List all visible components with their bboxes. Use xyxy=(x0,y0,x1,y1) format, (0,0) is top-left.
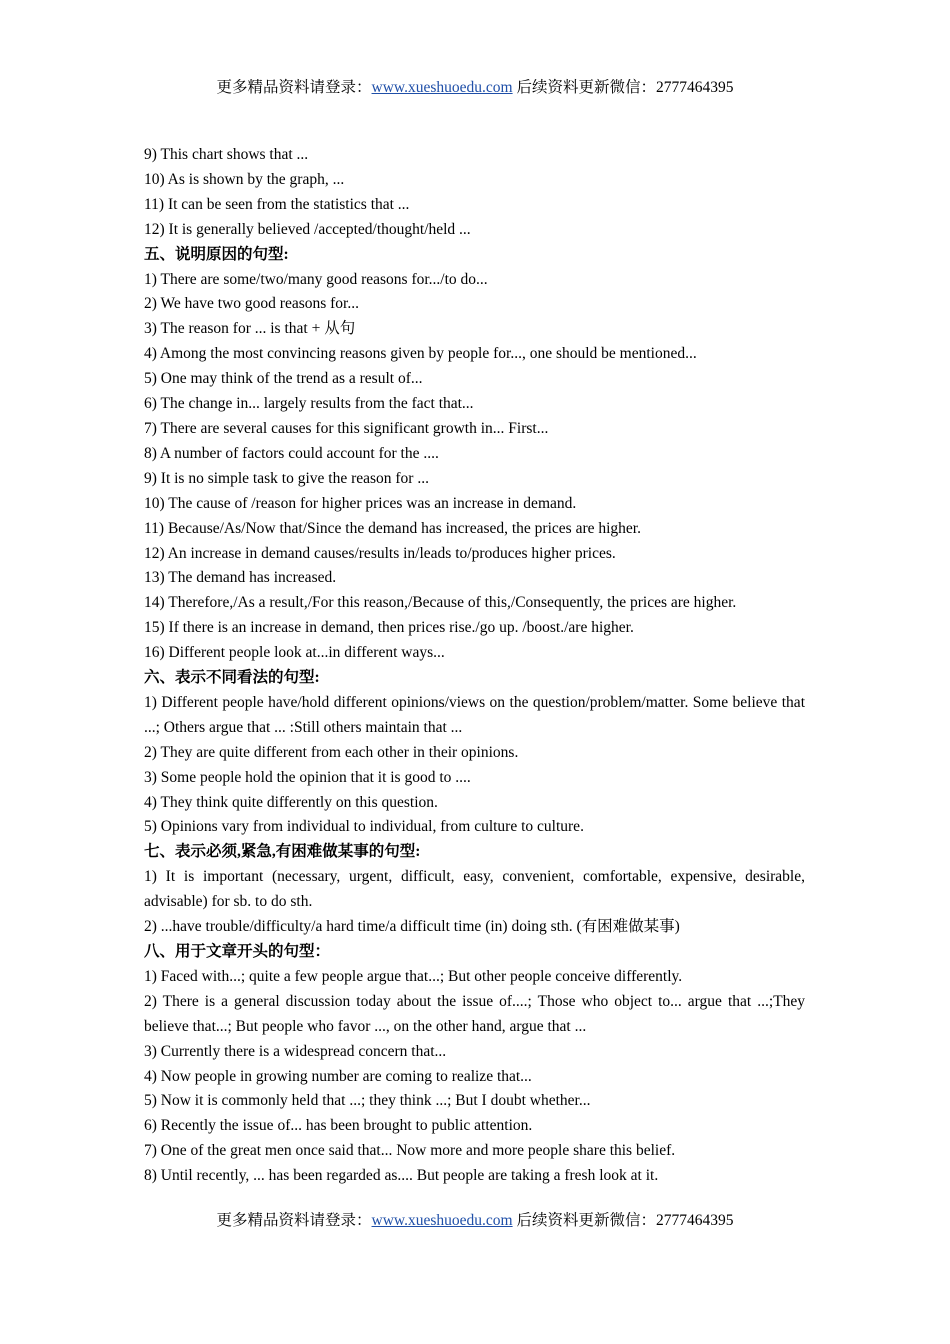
list-item: 14) Therefore,/As a result,/For this reason,/Because of this,/Consequently, the prices are higher. xyxy=(144,594,737,612)
list-item: 1) It is important (necessary, urgent, difficult, easy, convenient, comfortable, expensive, desirable, advisable) for sb. to do sth. xyxy=(144,868,805,911)
document-body xyxy=(144,143,805,1189)
list-item: 4) They think quite differently on this question. xyxy=(144,793,438,811)
section-heading: 五、说明原因的句型: xyxy=(144,245,289,263)
list-item: 9) This chart shows that ... xyxy=(144,146,309,163)
list-item: 8) Until recently, ... has been regarded as.... But people are taking a fresh look at it. xyxy=(144,1167,659,1185)
list-item: 2) We have two good reasons for... xyxy=(144,295,359,313)
section-heading: 七、表示必须,紧急,有困难做某事的句型: xyxy=(144,843,421,861)
list-item: 11) Because/As/Now that/Since the demand has increased, the prices are higher. xyxy=(144,519,641,537)
footer-link[interactable]: www.xueshuoedu.com xyxy=(371,1212,513,1229)
footer-prefix: 更多精品资料请登录： xyxy=(216,1212,372,1229)
list-item: 7) One of the great men once said that... Now more and more people share this belief. xyxy=(144,1142,676,1160)
list-item: 3) Some people hold the opinion that it is good to .... xyxy=(144,768,471,786)
list-item: 1) Faced with...; quite a few people argue that...; But other people conceive differently. xyxy=(144,967,683,985)
header-link[interactable]: www.xueshuoedu.com xyxy=(371,79,513,96)
list-item: 3) The reason for ... is that + 从句 xyxy=(144,320,356,338)
list-item: 7) There are several causes for this significant growth in... First... xyxy=(144,419,549,437)
list-item: 5) Opinions vary from individual to individual, from culture to culture. xyxy=(144,818,584,836)
list-item: 2) ...have trouble/difficulty/a hard time/a difficult time (in) doing sth. (有困难做某事) xyxy=(144,918,680,936)
header-prefix: 更多精品资料请登录： xyxy=(216,79,372,96)
list-item: 1) Different people have/hold different opinions/views on the question/problem/matter. Some believe that ...; Others argue that ... :Still others maintain that ... xyxy=(144,693,805,736)
section-heading: 六、表示不同看法的句型: xyxy=(144,669,320,687)
list-item: 2) There is a general discussion today about the issue of....; Those who object to... argue that ...;They believe that...; But people who favor ..., on the other hand, argue that ... xyxy=(144,992,805,1035)
list-item: 15) If there is an increase in demand, then prices rise./go up. /boost./are higher. xyxy=(144,619,634,637)
list-item: 5) One may think of the trend as a result of... xyxy=(144,370,423,388)
header-suffix: 后续资料更新微信：2777464395 xyxy=(512,79,734,96)
list-item: 16) Different people look at...in different ways... xyxy=(144,644,445,662)
list-item: 11) It can be seen from the statistics that ... xyxy=(144,195,410,213)
list-item: 6) Recently the issue of... has been brought to public attention. xyxy=(144,1117,533,1135)
list-item: 4) Among the most convincing reasons given by people for..., one should be mentioned... xyxy=(144,345,697,363)
list-item: 10) The cause of /reason for higher prices was an increase in demand. xyxy=(144,494,577,512)
section-heading: 八、用于文章开头的句型： xyxy=(144,943,331,960)
list-item: 10) As is shown by the graph, ... xyxy=(144,170,345,188)
list-item: 8) A number of factors could account for the .... xyxy=(144,444,439,462)
list-item: 2) They are quite different from each other in their opinions. xyxy=(144,743,519,761)
list-item: 13) The demand has increased. xyxy=(144,569,337,587)
list-item: 4) Now people in growing number are coming to realize that... xyxy=(144,1067,532,1085)
list-item: 5) Now it is commonly held that ...; they think ...; But I doubt whether... xyxy=(144,1092,591,1110)
list-item: 6) The change in... largely results from the fact that... xyxy=(144,395,474,413)
footer-suffix: 后续资料更新微信：2777464395 xyxy=(512,1212,734,1229)
list-item: 9) It is no simple task to give the reason for ... xyxy=(144,469,429,487)
list-item: 12) It is generally believed /accepted/thought/held ... xyxy=(144,220,471,238)
list-item: 3) Currently there is a widespread concern that... xyxy=(144,1042,447,1060)
list-item: 12) An increase in demand causes/results in/leads to/produces higher prices. xyxy=(144,544,616,562)
page-header xyxy=(0,78,950,98)
page-footer xyxy=(0,1211,950,1231)
list-item: 1) There are some/two/many good reasons for.../to do... xyxy=(144,270,488,288)
